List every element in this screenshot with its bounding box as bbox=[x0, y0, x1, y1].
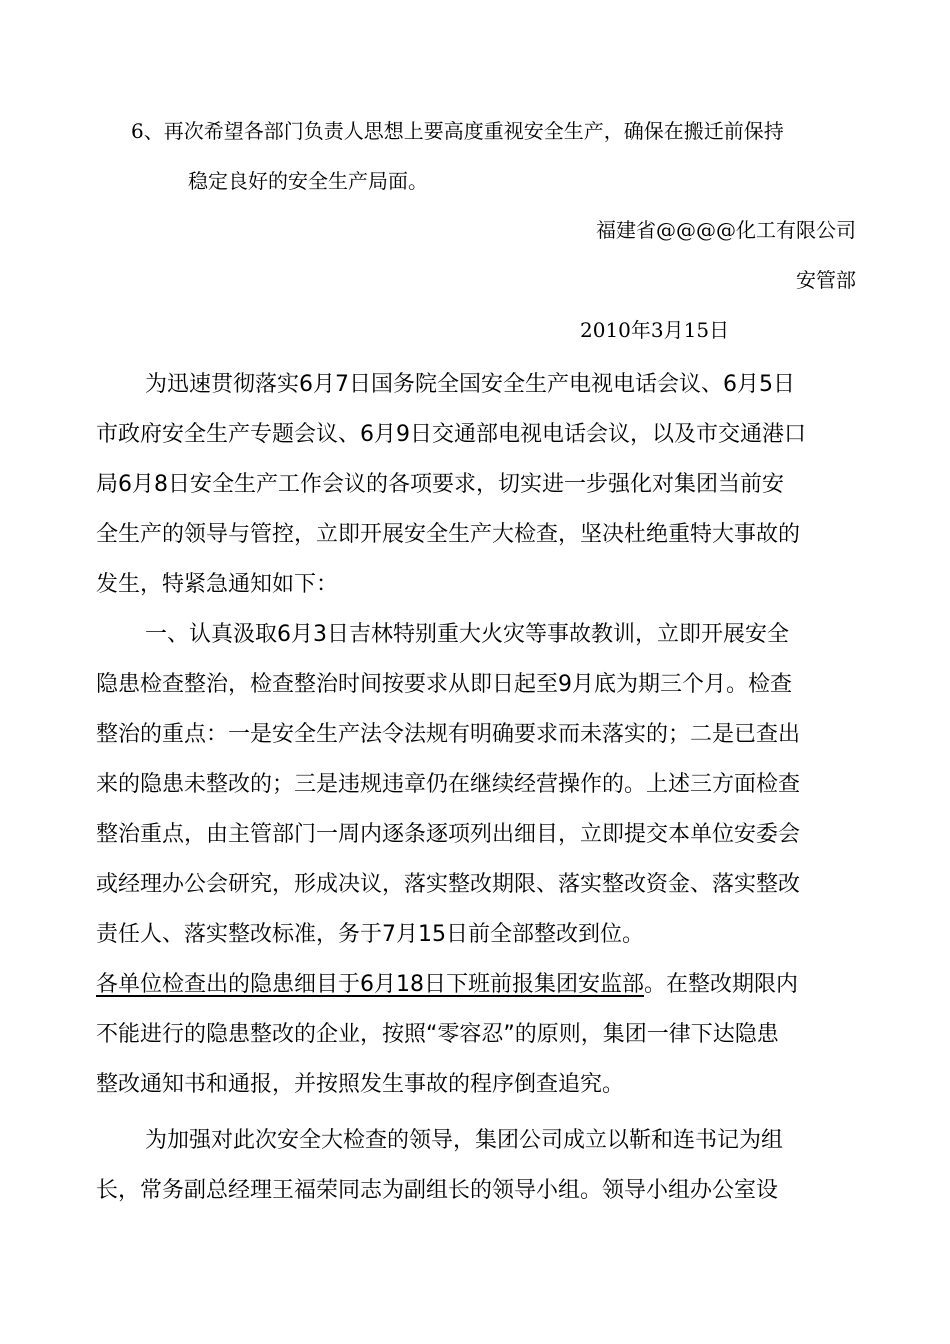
paragraph-1-line-3: 局6月8日安全生产工作会议的各项要求，切实进一步强化对集团当前安 bbox=[96, 472, 784, 497]
section-1-cont-line-1 bbox=[96, 974, 798, 996]
paragraph-1-line-4: 全生产的领导与管控，立即开展安全生产大检查，坚决杜绝重特大事故的 bbox=[96, 522, 801, 547]
item-6-line-1: 6、再次希望各部门负责人思想上要高度重视安全生产，确保在搬迁前保持 bbox=[131, 119, 784, 143]
notice-date: 2010年3月15日 bbox=[580, 318, 730, 342]
underlined-deadline: 各单位检查出的隐患细目于6月18日下班前报集团安监部 bbox=[96, 972, 644, 997]
section-1-cont-rest: 。在整改期限内 bbox=[644, 972, 799, 997]
department-name: 安管部 bbox=[796, 268, 856, 292]
paragraph-2-line-2: 长，常务副总经理王福荣同志为副组长的领导小组。领导小组办公室设 bbox=[96, 1178, 779, 1203]
paragraph-2-line-1: 为加强对此次安全大检查的领导，集团公司成立以靳和连书记为组 bbox=[145, 1128, 784, 1153]
section-1-line-1: 一、认真汲取6月3日吉林特别重大火灾等事故教训，立即开展安全 bbox=[145, 622, 789, 647]
item-6-line-2: 稳定良好的安全生产局面。 bbox=[188, 169, 428, 193]
company-name: 福建省@@@@化工有限公司 bbox=[596, 218, 856, 242]
section-1-line-3: 整治的重点：一是安全生产法令法规有明确要求而未落实的；二是已查出 bbox=[96, 722, 801, 747]
section-1-line-4: 来的隐患未整改的；三是违规违章仍在继续经营操作的。上述三方面检查 bbox=[96, 772, 801, 797]
section-1-cont-line-2: 不能进行的隐患整改的企业，按照“零容忍”的原则，集团一律下达隐患 bbox=[96, 1022, 779, 1047]
section-1-line-6: 或经理办公会研究，形成决议，落实整改期限、落实整改资金、落实整改 bbox=[96, 872, 801, 897]
section-1-line-7: 责任人、落实整改标准，务于7月15日前全部整改到位。 bbox=[96, 922, 644, 947]
section-1-line-5: 整治重点，由主管部门一周内逐条逐项列出细目，立即提交本单位安委会 bbox=[96, 822, 801, 847]
section-1-line-2: 隐患检查整治，检查整治时间按要求从即日起至9月底为期三个月。检查 bbox=[96, 672, 792, 697]
paragraph-1-line-1: 为迅速贯彻落实6月7日国务院全国安全生产电视电话会议、6月5日 bbox=[145, 372, 795, 397]
paragraph-1-line-5: 发生，特紧急通知如下： bbox=[96, 572, 339, 597]
paragraph-1-line-2: 市政府安全生产专题会议、6月9日交通部电视电话会议，以及市交通港口 bbox=[96, 422, 806, 447]
section-1-cont-line-3: 整改通知书和通报，并按照发生事故的程序倒查追究。 bbox=[96, 1072, 625, 1097]
